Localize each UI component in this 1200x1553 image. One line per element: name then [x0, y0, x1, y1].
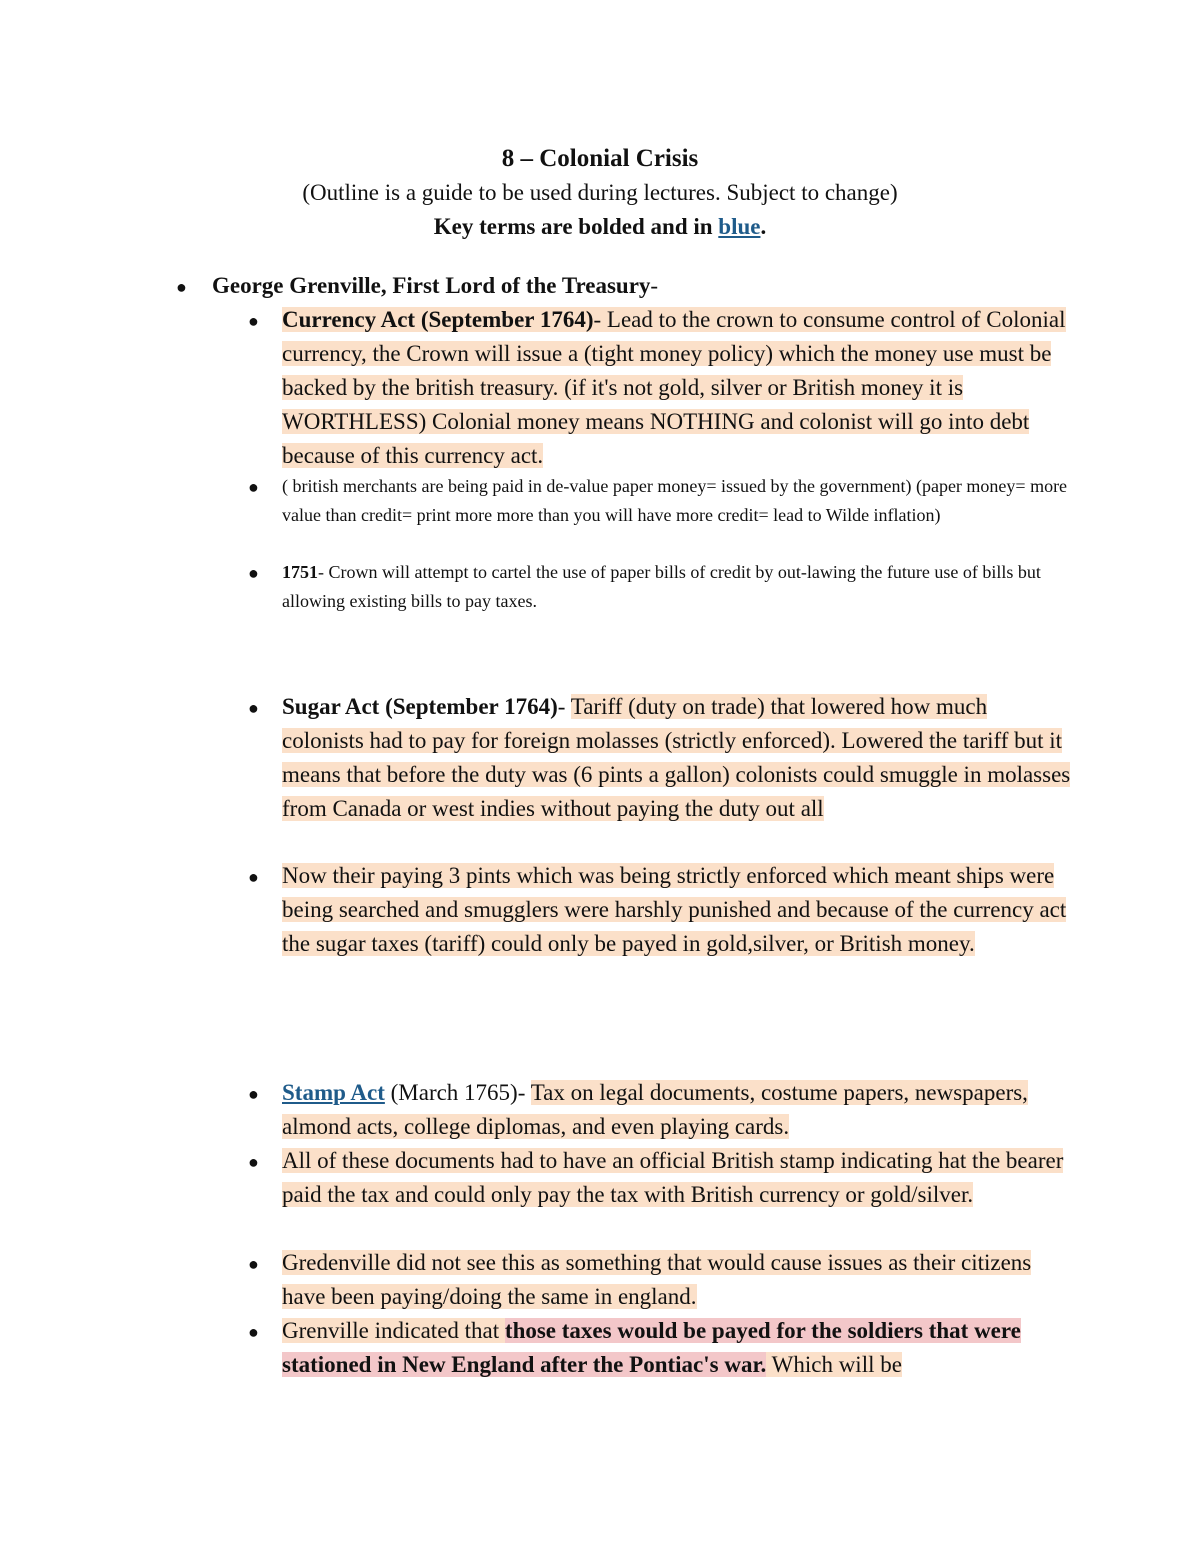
bullet-icon: ● — [248, 477, 259, 497]
bullet-icon: ● — [248, 563, 259, 583]
year-1751-term: 1751 — [282, 562, 318, 582]
list-item-1751 — [282, 558, 1072, 615]
stamp-act-term: Stamp Act — [282, 1080, 385, 1105]
bullet-icon: ● — [248, 311, 259, 331]
keyterms-suffix: . — [760, 214, 767, 239]
currency-act-text: Lead to the crown to consume control of Colonial currency, the Crown will issue a (tight money policy) which the money use must be backed by the british treasury. (if it's not gold, silver or British money it is WORTHLESS) Colonial money means NOTHING and colonist will go into debt because of this currency act. — [282, 307, 1066, 468]
bullet-icon: ● — [248, 1254, 259, 1274]
bullet-icon: ● — [248, 867, 259, 887]
list-item-currency-act — [282, 303, 1072, 473]
currency-act-dash: - — [593, 307, 607, 332]
stamp-act-date: (March 1765)- — [384, 1080, 531, 1105]
keyterms-blue-word: blue — [718, 214, 761, 239]
bullet-icon: ● — [248, 698, 259, 718]
keyterms-prefix: Key terms are bolded and in — [433, 214, 719, 239]
grenville-heading: George Grenville, First Lord of the Treasury — [212, 273, 651, 298]
sugar-act-text: Tariff (duty on trade) that lowered how much colonists had to pay for foreign molasses (strictly enforced). Lowered the tariff but it means that before the duty was (6 pints a gallon) colonists could smuggle in molasses from Canada or west indies without paying the duty out all — [282, 694, 1071, 821]
bullet-icon: ● — [248, 1152, 259, 1172]
bullet-icon: ● — [248, 1322, 259, 1342]
gredenville-text: Gredenville did not see this as something that would cause issues as their citizens have been paying/doing the same in england. — [282, 1250, 1032, 1309]
list-item-sugar-act — [282, 690, 1072, 826]
sugar-act-dash: - — [557, 694, 571, 719]
bullet-icon: ● — [248, 1084, 259, 1104]
bullet-icon: ● — [176, 277, 187, 297]
sugar-act-term: Sugar Act (September 1764) — [282, 694, 558, 719]
header — [0, 142, 1200, 244]
year-1751-text: - Crown will attempt to cartel the use of paper bills of credit by out-lawing the future use of bills but allowing existing bills to pay taxes. — [282, 562, 1041, 611]
stamp-act-text: Tax on legal documents, costume papers, newspapers, almond acts, college diplomas, and even playing cards. — [282, 1080, 1028, 1139]
list-item-soldiers — [282, 1314, 1072, 1382]
three-pints-text: Now their paying 3 pints which was being strictly enforced which meant ships were being searched and smugglers were harshly punished and because of the currency act the sugar taxes (tariff) could only be payed in gold,silver, or British money. — [282, 863, 1067, 956]
page-title: 8 – Colonial Crisis — [501, 145, 699, 172]
list-item-stamp-act — [282, 1076, 1072, 1144]
currency-act-term: Currency Act (September 1764) — [282, 307, 594, 332]
soldiers-bold: those taxes would be payed for the soldiers that were stationed in New England after the Pontiac's war. — [282, 1318, 1021, 1377]
list-item-grenville — [212, 269, 1072, 303]
british-stamp-text: All of these documents had to have an official British stamp indicating hat the bearer paid the tax and could only pay the tax with British currency or gold/silver. — [282, 1148, 1064, 1207]
grenville-dash: - — [650, 273, 659, 298]
keyterms-note — [0, 210, 1200, 244]
soldiers-prefix: Grenville indicated that — [282, 1318, 505, 1343]
list-item-gredenville — [282, 1246, 1072, 1314]
list-item-british-stamp — [282, 1144, 1072, 1212]
list-item-british-merchants: ( british merchants are being paid in de-value paper money= issued by the government) (paper money= more value than credit= print more more than you will have more credit= lead to Wilde inflation) — [282, 476, 1068, 525]
list-item-three-pints — [282, 859, 1072, 961]
soldiers-suffix: Which will be — [766, 1352, 902, 1377]
page-subtitle: (Outline is a guide to be used during lectures. Subject to change) — [302, 180, 898, 205]
